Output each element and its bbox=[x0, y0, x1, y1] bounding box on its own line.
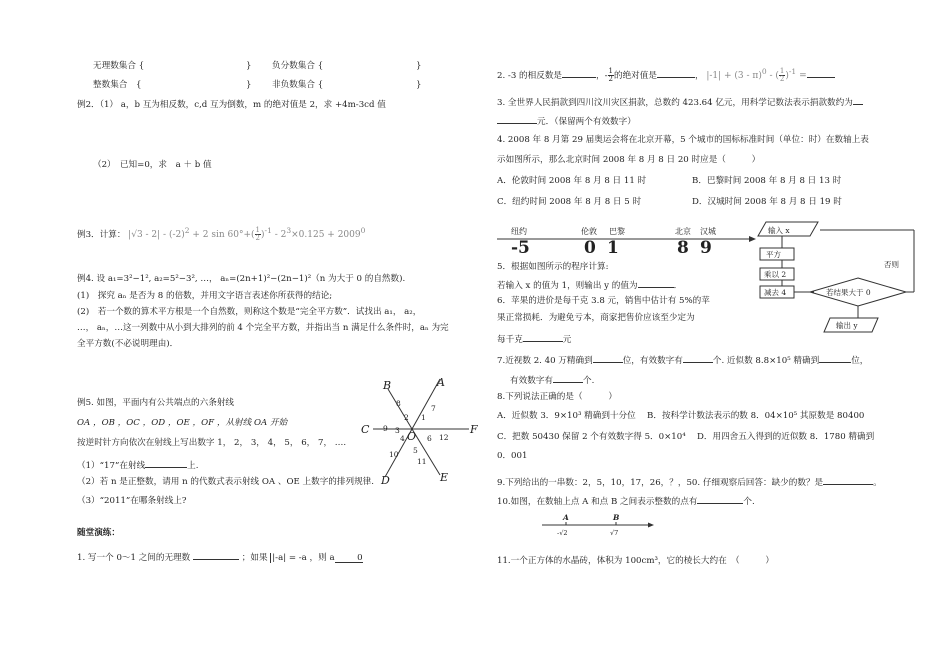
fraction-half: $\frac{1}{2}$ bbox=[255, 226, 261, 242]
example3: 例3．计算： $|√3 - 2| - (-2)^2 + 2$ sin 60°+( $\frac{1}{2}$ )$^{-1} - 2^3\times 0.125 + 2009^0$ bbox=[77, 226, 366, 242]
answer-blank[interactable] bbox=[853, 95, 863, 105]
question10: 10.如图，在数轴上点 A 和点 B 之间表示整数的点有 个. bbox=[497, 494, 755, 508]
set-integer: 整数集合 { bbox=[93, 80, 142, 90]
question6-line3: 每千克 元 bbox=[497, 332, 571, 346]
answer-blank[interactable] bbox=[193, 550, 239, 560]
answer-blank[interactable] bbox=[807, 68, 835, 78]
answer-blank[interactable] bbox=[523, 332, 563, 342]
point-B-value: √7 bbox=[610, 529, 619, 537]
flow-times2-label: 乘以 2 bbox=[764, 270, 787, 279]
answer-blank[interactable] bbox=[823, 475, 873, 485]
program-flowchart bbox=[754, 214, 924, 340]
answer-blank[interactable] bbox=[819, 353, 851, 363]
question8-option-d-cont: 0．001 bbox=[497, 451, 528, 461]
answer-blank[interactable] bbox=[657, 68, 695, 78]
set-nonnegative: 非负数集合 { bbox=[272, 80, 324, 90]
question7-line1: 7.近视数 2. 40 万精确到 位，有效数字有 个. 近似数 8.8×10⁵ 精确到 位， bbox=[497, 353, 868, 367]
label-A: A bbox=[437, 376, 445, 389]
ray-number: 4 bbox=[400, 434, 405, 443]
ray-number: 11 bbox=[417, 457, 427, 466]
ray-number: 3 bbox=[395, 426, 400, 435]
question9: 9.下列给出的一串数：2，5，10，17，26，？，50. 仔细观察后回答：缺少的数？是 。 bbox=[497, 475, 882, 489]
set-integer-close: } bbox=[246, 80, 252, 90]
question4-line1: 4. 2008 年 8 月第 29 届奥运会将在北京开幕，5 个城市的国标标准时间（单位：时）在数轴上表 bbox=[497, 135, 869, 145]
ray-number: 7 bbox=[431, 404, 436, 413]
ray-number: 8 bbox=[396, 399, 401, 408]
question3-line2: 元．（保留两个有效数字） bbox=[497, 114, 636, 128]
flow-input-label: 输入 x bbox=[768, 226, 790, 235]
question4-line2: 示如图所示，那么北京时间 2008 年 8 月 8 日 20 时应是（ ） bbox=[497, 155, 761, 165]
ray-number: 10 bbox=[389, 450, 399, 459]
answer-blank[interactable] bbox=[553, 373, 583, 383]
question4-option-b[interactable]: B．巴黎时间 2008 年 8 月 8 日 13 时 bbox=[692, 176, 842, 186]
label-E: E bbox=[440, 471, 449, 484]
question3-line1: 3. 全世界人民捐款到四川汶川灾区捐款，总数约 423.64 亿元，用科学记数法表示捐款数约为 bbox=[497, 95, 863, 109]
axis-number: 1 bbox=[607, 238, 619, 256]
fraction-half: $\frac{1}{2}$ bbox=[779, 67, 785, 83]
set-nonnegative-close: } bbox=[416, 80, 422, 90]
question8-option-cd[interactable]: C．把数 50430 保留 2 个有效数字得 5．0×10⁴ D．用四舍五入得到的近似数 8．1780 精确到 bbox=[497, 432, 875, 442]
axis-arrow-icon bbox=[648, 523, 654, 528]
city-label: 汉城 bbox=[700, 227, 716, 236]
ray-number: 5 bbox=[413, 446, 418, 455]
question6-line2: 果正常损耗．为避免亏本，商家把售价应该至少定为 bbox=[497, 313, 695, 323]
label-C: C bbox=[361, 423, 370, 436]
axis-number: -5 bbox=[511, 238, 530, 256]
flow-output-label: 输出 y bbox=[836, 321, 858, 330]
axis-number: 9 bbox=[700, 238, 712, 256]
question4-option-a[interactable]: A．伦敦时间 2008 年 8 月 8 日 11 时 bbox=[497, 176, 647, 186]
axis-number: 0 bbox=[584, 238, 596, 256]
question4-option-c[interactable]: C．纽约时间 2008 年 8 月 8 日 5 时 bbox=[497, 197, 642, 207]
set-negative-fraction: 负分数集合 { bbox=[272, 61, 324, 71]
question11: 11.一个正方体的水晶砖，体积为 100cm³，它的棱长大约在 （ ） bbox=[497, 556, 774, 566]
answer-blank[interactable] bbox=[145, 458, 187, 468]
axis-number: 8 bbox=[677, 238, 689, 256]
answer-blank[interactable] bbox=[593, 353, 623, 363]
set-negative-fraction-close: } bbox=[416, 61, 422, 71]
flow-no-label: 否则 bbox=[884, 260, 899, 269]
point-A-value: -√2 bbox=[557, 529, 568, 537]
city-label: 纽约 bbox=[511, 227, 527, 236]
question2: 2. -3 的相反数是 ，- $\frac{1}{2}$ 的绝对值是 ， |-1| + (3 - π)$^0$ - ( $\frac{1}{2}$ )$^{-1}$ = bbox=[497, 67, 835, 83]
fraction-half: $\frac{1}{2}$ bbox=[608, 67, 613, 83]
ray-number: 9 bbox=[383, 424, 388, 433]
example5-question3: （3）“2011”在哪条射线上? bbox=[77, 496, 187, 506]
example2-question1: 例2．（1） a，b 互为相反数，c,d 互为倒数，m 的绝对值是 2，求 +4m-3cd 值 bbox=[77, 100, 386, 110]
question6-line1: 6．苹果的进价是每千克 3.8 元，销售中估计有 5%的苹 bbox=[497, 296, 710, 306]
question4-option-d[interactable]: D．汉城时间 2008 年 8 月 8 日 19 时 bbox=[692, 197, 842, 207]
answer-blank[interactable] bbox=[562, 68, 596, 78]
question2-expression: |-1| + (3 - π)$^0$ - ( $\frac{1}{2}$ )$^{-1}$ = bbox=[706, 67, 807, 83]
label-F: F bbox=[470, 423, 478, 436]
label-B: B bbox=[383, 379, 392, 392]
ray-number: 1 bbox=[421, 413, 426, 422]
example5-line2: OA ，OB ，OC ，OD ，OE ，OF ，从射线 OA 开始 bbox=[77, 418, 288, 428]
example4-line5: 全平方数(不必说明理由)． bbox=[77, 339, 179, 349]
ray-number: 12 bbox=[439, 433, 449, 442]
label-D: D bbox=[381, 474, 390, 485]
city-label: 北京 bbox=[675, 227, 691, 236]
answer-blank[interactable] bbox=[683, 353, 713, 363]
example4-line3: (2) 若一个数的算术平方根是一个自然数，则称这个数是“完全平方数”．试找出 a₁， a₂， bbox=[77, 307, 422, 317]
answer-blank[interactable] bbox=[697, 494, 743, 504]
flow-condition-label: 若结果大于 0 bbox=[826, 288, 871, 297]
ray-number: 2 bbox=[404, 413, 409, 422]
example4-line4: …， aₙ，…这一列数中从小到大排列的前 4 个完全平方数，并指出当 n 满足什么条件时，aₙ 为完 bbox=[77, 323, 449, 333]
example2-question2: （2） 已知=0，求 a ＋ b 值 bbox=[93, 160, 212, 170]
flow-square-label: 平方 bbox=[766, 250, 781, 259]
ray-number: 6 bbox=[427, 434, 432, 443]
example5-line1: 例5. 如图，平面内有公共端点的六条射线 bbox=[77, 398, 235, 408]
point-A-label: A bbox=[563, 513, 569, 522]
rays-diagram bbox=[355, 373, 485, 485]
city-label: 巴黎 bbox=[609, 227, 625, 236]
answer-blank[interactable]: 0 bbox=[335, 553, 363, 563]
timezone-number-line bbox=[497, 222, 759, 256]
point-B-label: B bbox=[613, 513, 620, 522]
city-label: 伦敦 bbox=[581, 227, 597, 236]
label-O: O bbox=[407, 430, 417, 443]
example4-line1: 例4. 设 a₁=3²−1², a₂=5²−3², …， aₙ=(2n+1)²−(2n−1)²（n 为大于 0 的自然数). bbox=[77, 274, 406, 284]
question5-line2: 若输入 x 的值为 1，则输出 y 的值为 ． bbox=[497, 278, 682, 292]
example4-line2: (1) 探究 aₙ 是否为 8 的倍数，并用文字语言表述你所获得的结论; bbox=[77, 291, 333, 301]
example5-line3: 按逆时针方向依次在射线上写出数字 1， 2， 3， 4， 5， 6， 7， …. bbox=[77, 438, 347, 448]
q10-number-line bbox=[540, 512, 656, 540]
answer-blank[interactable] bbox=[497, 114, 537, 124]
question7-line2: 有效数字有 个. bbox=[510, 373, 594, 387]
ray-OA bbox=[412, 379, 440, 429]
question8-option-ab[interactable]: A．近似数 3．9×10³ 精确到十分位 B．按科学计数法表示的数 8．04×10⁵ 其原数是 80400 bbox=[497, 411, 865, 421]
abs-expression: |-a| = -a bbox=[272, 553, 307, 563]
example5-question2: （2）若 n 是正整数，请用 n 的代数式表示射线 OA 、OE 上数字的排列规律. bbox=[77, 477, 374, 487]
ray-OB bbox=[388, 389, 412, 429]
practice-question1: 1. 写一个 0～1 之间的无理数 ；如果 |-a| = -a ，则 a 0 bbox=[77, 550, 363, 564]
set-irrational-close: } bbox=[246, 61, 252, 71]
question8-title: 8.下列说法正确的是（ ） bbox=[497, 392, 617, 402]
set-irrational: 无理数集合 { bbox=[93, 61, 145, 71]
example3-expression: $|√3 - 2| - (-2)^2 + 2$ sin 60°+( $\frac{1}{2}$ )$^{-1} - 2^3\times 0.125 + 2009^0$ bbox=[128, 226, 366, 242]
flow-minus4-label: 减去 4 bbox=[764, 288, 787, 297]
practice-title: 随堂演练： bbox=[77, 528, 120, 538]
question5-line1: 5．根据如图所示的程序计算: bbox=[497, 262, 609, 272]
answer-blank[interactable] bbox=[638, 278, 674, 288]
example5-question1: （1）“17”在射线 上. bbox=[77, 458, 199, 472]
